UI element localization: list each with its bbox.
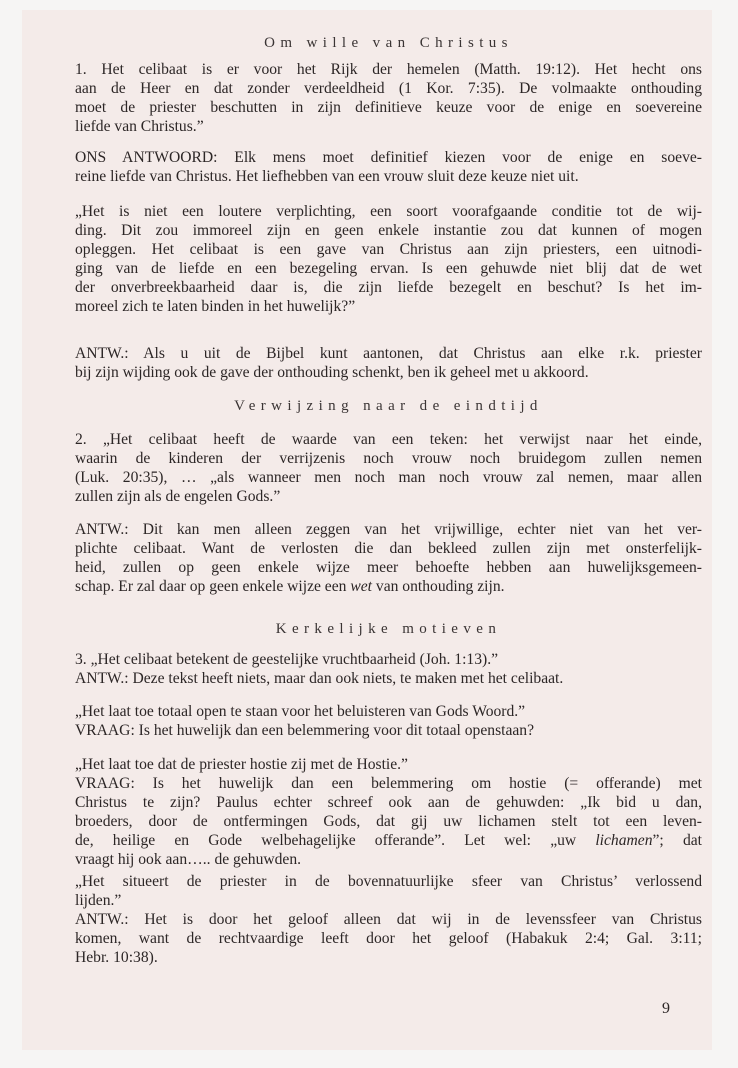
italic-emphasis: lichamen: [595, 832, 653, 849]
text-line: VRAAG: Is het huwelijk dan een belemmering voor dit totaal openstaan?: [75, 722, 535, 739]
text-line: Christus te zijn? Paulus echter schreef ook aan de gehuwden: „Ik bid u dan,: [75, 794, 702, 811]
paragraph: [75, 755, 702, 869]
text-line: ONS ANTWOORD: Elk mens moet definitief kiezen voor de enige en soeve-: [75, 149, 702, 166]
text-line: plichte celibaat. Want de verlosten die dan bekleed zullen zijn met onsterfelijk-: [75, 540, 702, 557]
paragraph: [75, 148, 702, 186]
text-line: [75, 831, 702, 850]
italic-emphasis: wet: [350, 578, 372, 595]
text-line: „Het laat toe totaal open te staan voor het beluisteren van Gods Woord.”: [75, 703, 526, 720]
text-line: 3. „Het celibaat betekent de geestelijke vruchtbaarheid (Joh. 1:13).”: [75, 651, 499, 668]
text-segment: van onthouding zijn.: [372, 578, 505, 595]
text-line: ding. Dit zou immoreel zijn en geen enkele instantie zou dat kunnen of mogen: [75, 222, 702, 239]
text-line: broeders, door de ontfermingen Gods, dat gij uw lichamen stelt tot een leven-: [75, 813, 702, 830]
text-line: der onverbreekbaarheid daar is, die zijn liefde bezegelt en beschut? Is het im-: [75, 279, 702, 296]
text-line: ANTW.: Dit kan men alleen zeggen van het vrijwillige, echter niet van het ver-: [75, 521, 702, 538]
section-heading-verwijzing-naar-de-eindtijd: Verwijzing naar de eindtijd: [234, 398, 543, 414]
text-line: komen, want de rechtvaardige leeft door het geloof (Habakuk 2:4; Gal. 3:11;: [75, 930, 702, 947]
text-line: reine liefde van Christus. Het liefhebben van een vrouw sluit deze keuze niet uit.: [75, 168, 579, 185]
text-line: lijden.”: [75, 892, 122, 909]
text-line: „Het laat toe dat de priester hostie zij met de Hostie.”: [75, 756, 408, 773]
text-line: ging van de liefde en een bezegeling ervan. Is een gehuwde niet blij dat de wet: [75, 260, 702, 277]
text-line: moreel zich te laten binden in het huwelijk?”: [75, 298, 356, 315]
book-page: [22, 10, 712, 1050]
text-segment: de, heilige en Gode welbehagelijke offerande”. Let wel: „uw: [75, 832, 596, 849]
text-line: zullen zijn als de engelen Gods.”: [75, 488, 281, 505]
text-line: liefde van Christus.”: [75, 118, 204, 135]
text-line: heid, zullen op geen enkele wijze meer behoefte hebben aan huwelijksgemeen-: [75, 559, 702, 576]
text-segment: schap. Er zal daar op geen enkele wijze een: [75, 578, 351, 595]
text-line: VRAAG: Is het huwelijk dan een belemmering om hostie (= offerande) met: [75, 775, 702, 792]
text-line: waarin de kinderen der verrijzenis noch vrouw noch bruidegom zullen nemen: [75, 450, 702, 467]
text-line: „Het is niet een loutere verplichting, een soort voorafgaande conditie tot de wij-: [75, 203, 702, 220]
text-line: moet de priester beschutten in zijn definitieve keuze voor de enige en soevereine: [75, 99, 702, 116]
paragraph: [75, 202, 702, 316]
text-segment: ”; dat: [652, 832, 702, 849]
text-line: ANTW.: Deze tekst heeft niets, maar dan ook niets, te maken met het celibaat.: [75, 670, 564, 687]
paragraph: [75, 872, 702, 967]
text-line: vraagt hij ook aan….. de gehuwden.: [75, 851, 302, 868]
text-line: ANTW.: Als u uit de Bijbel kunt aantonen, dat Christus aan elke r.k. priester: [75, 345, 702, 362]
paragraph: [75, 344, 702, 382]
paragraph: [75, 520, 702, 596]
section-heading-om-wille-van-christus: Om wille van Christus: [264, 35, 513, 51]
paragraph: [75, 60, 702, 136]
text-line: Hebr. 10:38).: [75, 949, 158, 966]
text-line: (Luk. 20:35), … „als wanneer men noch man noch vrouw zal nemen, maar allen: [75, 469, 702, 486]
paragraph: [75, 702, 702, 740]
text-line: bij zijn wijding ook de gave der onthouding schenkt, ben ik geheel met u akkoord.: [75, 364, 589, 381]
text-line: aan de Heer en dat zonder verdeeldheid (1 Kor. 7:35). De volmaakte onthouding: [75, 80, 702, 97]
section-heading-kerkelijke-motieven: Kerkelijke motieven: [275, 621, 502, 637]
text-line: 2. „Het celibaat heeft de waarde van een teken: het verwijst naar het einde,: [75, 431, 702, 448]
text-line: [75, 577, 702, 596]
text-line: „Het situeert de priester in de bovennatuurlijke sfeer van Christus’ verlossend: [75, 873, 702, 890]
page-number: 9: [662, 1000, 670, 1017]
paragraph: [75, 430, 702, 506]
paragraph: [75, 650, 702, 688]
text-line: ANTW.: Het is door het geloof alleen dat wij in de levenssfeer van Christus: [75, 911, 702, 928]
text-line: 1. Het celibaat is er voor het Rijk der hemelen (Matth. 19:12). Het hecht ons: [75, 61, 702, 78]
text-line: opleggen. Het celibaat is een gave van Christus aan zijn priesters, een uitnodi-: [75, 241, 702, 258]
